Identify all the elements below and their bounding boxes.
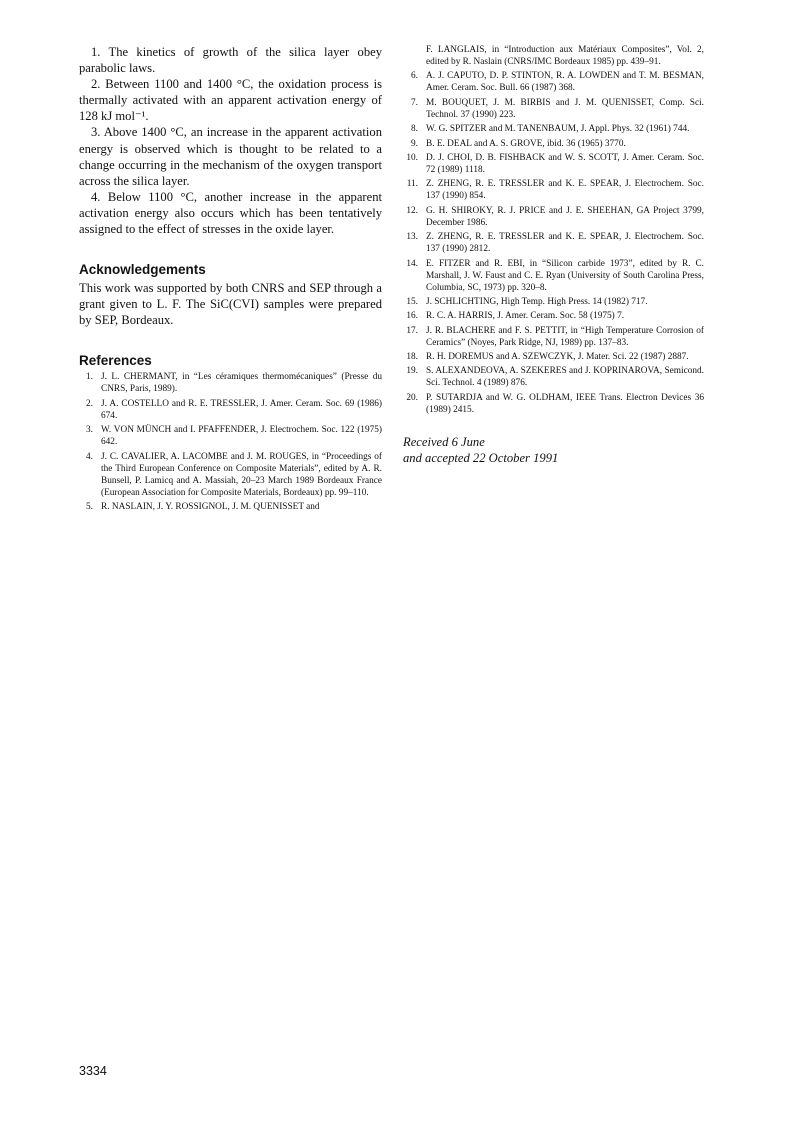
reference-item xyxy=(399,44,704,68)
reference-item xyxy=(399,258,704,294)
reference-number: 10. xyxy=(406,152,418,163)
reference-text: J. C. CAVALIER, A. LACOMBE and J. M. ROUGES, in “Proceedings of the Third European Conference on Composite Materials”, edited by A. R. Bunsell, P. Lamicq and A. Massiah, 20–23 March 1989 Bordeaux France (European Association for Composite Materials, Bordeaux) pp. 99–110. xyxy=(101,451,382,498)
reference-text: A. J. CAPUTO, D. P. STINTON, R. A. LOWDEN and T. M. BESMAN, Amer. Ceram. Soc. Bull. 66 (1987) 368. xyxy=(426,71,704,94)
reference-number: 17. xyxy=(406,325,418,336)
reference-number: 2. xyxy=(86,398,93,409)
reference-number: 14. xyxy=(406,258,418,269)
reference-text: W. VON MÜNCH and I. PFAFFENDER, J. Electrochem. Soc. 122 (1975) 642. xyxy=(101,425,382,448)
reference-item xyxy=(399,178,704,202)
conclusion-item: 1. The kinetics of growth of the silica layer obey parabolic laws. xyxy=(79,45,382,76)
accepted-line: and accepted 22 October 1991 xyxy=(403,450,559,465)
reference-text: J. SCHLICHTING, High Temp. High Press. 14 (1982) 717. xyxy=(426,296,648,307)
reference-number: 19. xyxy=(406,366,418,377)
references-heading: References xyxy=(79,353,152,369)
reference-item xyxy=(399,392,704,416)
reference-item xyxy=(79,501,382,513)
reference-item xyxy=(399,351,704,363)
reference-text: E. FITZER and R. EBI, in “Silicon carbide 1973”, edited by R. C. Marshall, J. W. Faust and C. E. Ryan (University of South Carolina Press, Columbia, SC, 1973) pp. 320–8. xyxy=(426,258,704,293)
left-column xyxy=(79,44,382,515)
reference-number: 1. xyxy=(86,372,93,383)
reference-text: Z. ZHENG, R. E. TRESSLER and K. E. SPEAR, J. Electrochem. Soc. 137 (1990) 2812. xyxy=(426,232,704,255)
reference-number xyxy=(399,44,426,68)
reference-number: 16. xyxy=(406,311,418,322)
reference-number: 7. xyxy=(411,97,418,108)
reference-item xyxy=(399,97,704,121)
reference-text: J. A. COSTELLO and R. E. TRESSLER, J. Amer. Ceram. Soc. 69 (1986) 674. xyxy=(101,398,382,421)
references-list-right xyxy=(399,44,704,416)
reference-number: 20. xyxy=(406,392,418,403)
reference-item xyxy=(399,296,704,308)
reference-text: J. R. BLACHERE and F. S. PETTIT, in “High Temperature Corrosion of Ceramics” (Noyes, Park Ridge, NJ, 1989) pp. 137–83. xyxy=(426,325,704,348)
reference-number: 5. xyxy=(86,501,93,512)
reference-number: 18. xyxy=(406,352,418,363)
reference-item xyxy=(399,325,704,349)
reference-text: B. E. DEAL and A. S. GROVE, ibid. 36 (1965) 3770. xyxy=(426,138,626,149)
reference-text: J. L. CHERMANT, in “Les céramiques thermomécaniques” (Presse du CNRS, Paris, 1989). xyxy=(101,372,382,395)
acknowledgements-text: This work was supported by both CNRS and SEP through a grant given to L. F. The SiC(CVI) samples were prepared by SEP, Bordeaux. xyxy=(79,281,382,328)
reference-item xyxy=(399,123,704,135)
reference-item xyxy=(399,310,704,322)
reference-item xyxy=(399,138,704,150)
received-line: Received 6 June xyxy=(403,434,485,449)
reference-item xyxy=(79,371,382,395)
right-column xyxy=(399,44,704,466)
reference-text: P. SUTARDJA and W. G. OLDHAM, IEEE Trans. Electron Devices 36 (1989) 2415. xyxy=(426,392,704,415)
reference-number: 15. xyxy=(406,296,418,307)
reference-number: 13. xyxy=(406,232,418,243)
conclusion-item: 3. Above 1400 °C, an increase in the apparent activation energy is observed which is thought to be related to a change occurring in the mechanism of the oxygen transport across the silica layer. xyxy=(79,125,382,188)
received-dates xyxy=(403,434,704,466)
reference-text: M. BOUQUET, J. M. BIRBIS and J. M. QUENISSET, Comp. Sci. Technol. 37 (1990) 223. xyxy=(426,97,704,120)
conclusion-item: 4. Below 1100 °C, another increase in the apparent activation energy also occurs which has been tentatively assigned to the effect of stresses in the oxide layer. xyxy=(79,189,382,237)
reference-text: W. G. SPITZER and M. TANENBAUM, J. Appl. Phys. 32 (1961) 744. xyxy=(426,124,690,135)
reference-text: Z. ZHENG, R. E. TRESSLER and K. E. SPEAR, J. Electrochem. Soc. 137 (1990) 854. xyxy=(426,179,704,202)
page-number: 3334 xyxy=(79,1064,107,1078)
references-list-left xyxy=(79,371,382,513)
reference-text: R. H. DOREMUS and A. SZEWCZYK, J. Mater. Sci. 22 (1987) 2887. xyxy=(426,352,689,363)
reference-item xyxy=(399,205,704,229)
reference-number: 4. xyxy=(86,451,93,462)
reference-item xyxy=(399,231,704,255)
reference-text: F. LANGLAIS, in “Introduction aux Matériaux Composites”, Vol. 2, edited by R. Naslain (CNRS/IMC Bordeaux 1985) pp. 439–91. xyxy=(426,45,704,67)
acknowledgements-heading: Acknowledgements xyxy=(79,262,206,278)
reference-text: G. H. SHIROKY, R. J. PRICE and J. E. SHEEHAN, GA Project 3799, December 1986. xyxy=(426,205,704,228)
reference-item xyxy=(79,398,382,422)
reference-item xyxy=(399,152,704,176)
reference-text: R. C. A. HARRIS, J. Amer. Ceram. Soc. 58 (1975) 7. xyxy=(426,311,625,322)
reference-number: 12. xyxy=(406,205,418,216)
reference-number: 8. xyxy=(411,124,418,135)
reference-text: R. NASLAIN, J. Y. ROSSIGNOL, J. M. QUENISSET and xyxy=(101,501,320,512)
reference-text: D. J. CHOI, D. B. FISHBACK and W. S. SCOTT, J. Amer. Ceram. Soc. 72 (1989) 1118. xyxy=(426,152,704,175)
reference-item xyxy=(79,424,382,448)
conclusion-item: 2. Between 1100 and 1400 °C, the oxidation process is thermally activated with an apparent activation energy of 128 kJ mol⁻¹. xyxy=(79,77,382,124)
reference-number: 9. xyxy=(411,138,418,149)
reference-number: 11. xyxy=(406,179,418,190)
reference-text: S. ALEXANDEOVA, A. SZEKERES and J. KOPRINAROVA, Semicond. Sci. Technol. 4 (1989) 876. xyxy=(426,366,704,389)
reference-item xyxy=(399,365,704,389)
reference-item xyxy=(79,451,382,499)
reference-number: 6. xyxy=(411,71,418,82)
reference-number: 3. xyxy=(86,425,93,436)
reference-item xyxy=(399,70,704,94)
